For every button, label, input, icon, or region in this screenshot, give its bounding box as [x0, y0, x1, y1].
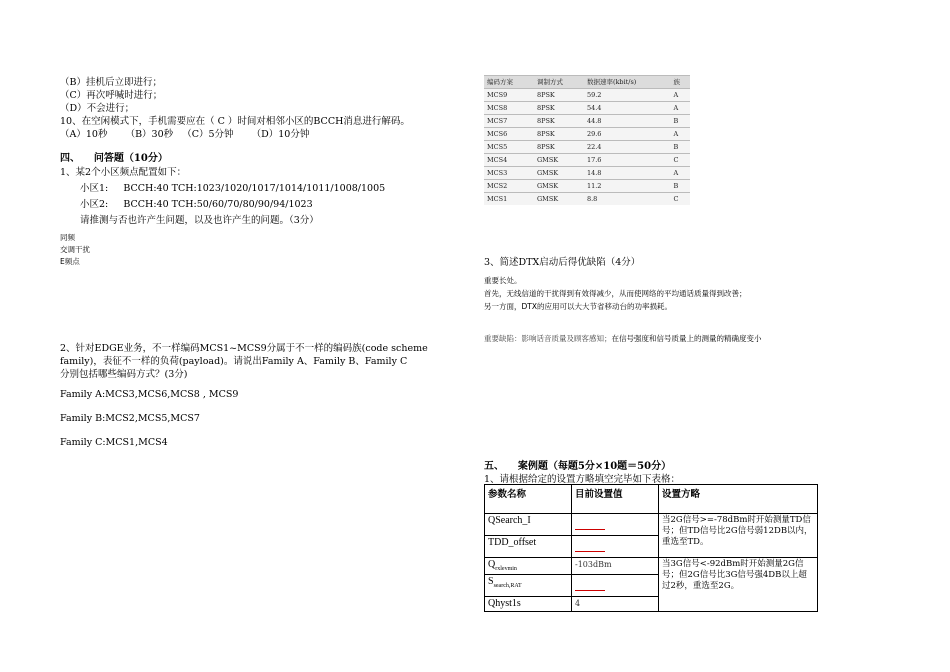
param-main-letter: S: [488, 576, 494, 587]
section-4-title: 四、 问答题（10分）: [60, 153, 168, 164]
mcs-coding-table: [484, 75, 690, 205]
section-5-title: 五、 案例题（每题5分×10题＝50分）: [484, 461, 672, 472]
table-cell: A: [670, 128, 690, 141]
question-2-line-2: family)，表征不一样的负荷(payload)。请说出Family A、Family B、Family C: [60, 356, 408, 367]
family-c-answer: Family C:MCS1,MCS4: [60, 437, 168, 448]
table-cell: MCS1: [484, 193, 534, 206]
table-cell: 14.8: [584, 167, 671, 180]
answer-1-line-3: E频点: [60, 257, 80, 266]
value-input-tdd-offset[interactable]: [572, 536, 659, 558]
table-cell: 8PSK: [534, 128, 584, 141]
question-10: 10、在空闲模式下，手机需要应在（ C ）时间对相邻小区的BCCH消息进行解码。: [60, 116, 410, 127]
question-3: 3、简述DTX启动后得优缺陷（4分）: [484, 257, 641, 268]
table-cell: A: [670, 167, 690, 180]
table-row: [484, 89, 690, 102]
header-data-rate: 数据速率(kbit/s): [584, 76, 671, 89]
table-cell: 11.2: [584, 180, 671, 193]
table-cell: GMSK: [534, 193, 584, 206]
table-row: [484, 167, 690, 180]
strategy-td-reselect: 当2G信号>=-78dBm时开始测量TD信号；但TD信号比2G信号弱12DB以内，重选至TD。: [659, 514, 818, 558]
table-cell: 59.2: [584, 89, 671, 102]
answer-blank: [575, 590, 605, 591]
table-cell: 22.4: [584, 141, 671, 154]
table-cell: 8PSK: [534, 115, 584, 128]
header-coding-scheme: 编码方案: [484, 76, 534, 89]
disadvantages: [484, 326, 762, 345]
option-c: （C）再次呼喊时进行；: [60, 90, 163, 101]
param-subscript: search,RAT: [493, 583, 522, 589]
table-cell: 8PSK: [534, 102, 584, 115]
table-cell: GMSK: [534, 167, 584, 180]
header-param-name: 参数名称: [485, 485, 572, 514]
value-qhyst1s[interactable]: 4: [572, 597, 659, 612]
table-cell: A: [670, 89, 690, 102]
option-d: （D）不会进行；: [60, 103, 135, 114]
table-cell: MCS8: [484, 102, 534, 115]
value-input-qsearch-i[interactable]: [572, 514, 659, 536]
table-row: [484, 193, 690, 206]
table-cell: 8.8: [584, 193, 671, 206]
table-cell: A: [670, 102, 690, 115]
header-strategy: 设置方略: [659, 485, 818, 514]
table-cell: B: [670, 180, 690, 193]
param-ssearch-rat: [485, 575, 572, 597]
disadvantages-prefix: 重要缺陷：影响话音质量及顾客感知；: [484, 334, 612, 343]
table-cell: 17.6: [584, 154, 671, 167]
answer-blank: [575, 529, 605, 530]
question-2-line-1: 2、针对EDGE业务，不一样编码MCS1~MCS9分属于不一样的编码族(code scheme: [60, 343, 428, 354]
advantages-title: 重要长处。: [484, 276, 522, 285]
table-cell: GMSK: [534, 180, 584, 193]
table-row: [484, 141, 690, 154]
table-cell: MCS2: [484, 180, 534, 193]
mcs-table-header: [484, 76, 690, 89]
table-cell: MCS7: [484, 115, 534, 128]
advantage-1: 首先，无线信道的干扰得到有效得减少，从而使网络的平均通话质量得到改善；: [484, 289, 747, 298]
question-1-ask: 请推测与否也许产生问题，以及也许产生的问题。（3分）: [80, 215, 319, 226]
value-qrxlevmin[interactable]: -103dBm: [572, 558, 659, 575]
table-row: [484, 128, 690, 141]
cell-2-config: 小区2: BCCH:40 TCH:50/60/70/80/90/94/1023: [80, 199, 313, 210]
table-row: [485, 558, 818, 575]
table-cell: 8PSK: [534, 89, 584, 102]
disadvantages-rest: 在信号强度和信号质量上的测量的精确度变小: [611, 334, 762, 343]
table-cell: C: [670, 154, 690, 167]
param-qsearch-i: QSearch_I: [485, 514, 572, 536]
question-2-line-3: 分别包括哪些编码方式？(3分): [60, 369, 188, 380]
param-main-letter: Q: [488, 559, 496, 570]
table-cell: MCS6: [484, 128, 534, 141]
table-cell: MCS9: [484, 89, 534, 102]
table-cell: MCS3: [484, 167, 534, 180]
table-row: [485, 514, 818, 536]
table-cell: B: [670, 115, 690, 128]
table-cell: 54.4: [584, 102, 671, 115]
question-1: 1、某2个小区频点配置如下：: [60, 167, 187, 178]
table-row: [484, 102, 690, 115]
param-subscript: rxlevmin: [495, 566, 517, 572]
case-question-1: 1、请根据给定的设置方略填空完毕如下表格：: [484, 474, 681, 485]
table-cell: 44.8: [584, 115, 671, 128]
table-cell: B: [670, 141, 690, 154]
answer-1-line-1: 同频: [60, 233, 75, 242]
family-b-answer: Family B:MCS2,MCS5,MCS7: [60, 413, 200, 424]
table-cell: MCS5: [484, 141, 534, 154]
settings-table-header: [485, 485, 818, 514]
table-row: [484, 180, 690, 193]
param-tdd-offset: TDD_offset: [485, 536, 572, 558]
question-10-options: （A）10秒 （B）30秒 （C）5分钟 （D）10分钟: [60, 129, 310, 140]
family-a-answer: Family A:MCS3,MCS6,MCS8 , MCS9: [60, 389, 239, 400]
table-cell: 8PSK: [534, 141, 584, 154]
param-qrxlevmin: [485, 558, 572, 575]
param-qhyst1s: Qhyst1s: [485, 597, 572, 612]
table-row: [484, 154, 690, 167]
table-row: [484, 115, 690, 128]
header-current-value: 目前设置值: [572, 485, 659, 514]
cell-1-config: 小区1: BCCH:40 TCH:1023/1020/1017/1014/1011/1008/1005: [80, 183, 386, 194]
table-cell: GMSK: [534, 154, 584, 167]
advantage-2: 另一方面，DTX的应用可以大大节省移动台的功率损耗。: [484, 302, 672, 311]
header-modulation: 调制方式: [534, 76, 584, 89]
table-cell: MCS4: [484, 154, 534, 167]
table-cell: 29.6: [584, 128, 671, 141]
value-input-ssearch-rat[interactable]: [572, 575, 659, 597]
table-cell: C: [670, 193, 690, 206]
header-family: 族: [670, 76, 690, 89]
settings-table: [484, 484, 818, 612]
answer-blank: [575, 551, 605, 552]
option-b: （B）挂机后立即进行；: [60, 77, 162, 88]
answer-1-line-2: 交调干扰: [60, 245, 90, 254]
strategy-2g-reselect: 当3G信号<-92dBm时开始测量2G信号；但2G信号比3G信号强4DB以上超过2秒，重选至2G。: [659, 558, 818, 612]
